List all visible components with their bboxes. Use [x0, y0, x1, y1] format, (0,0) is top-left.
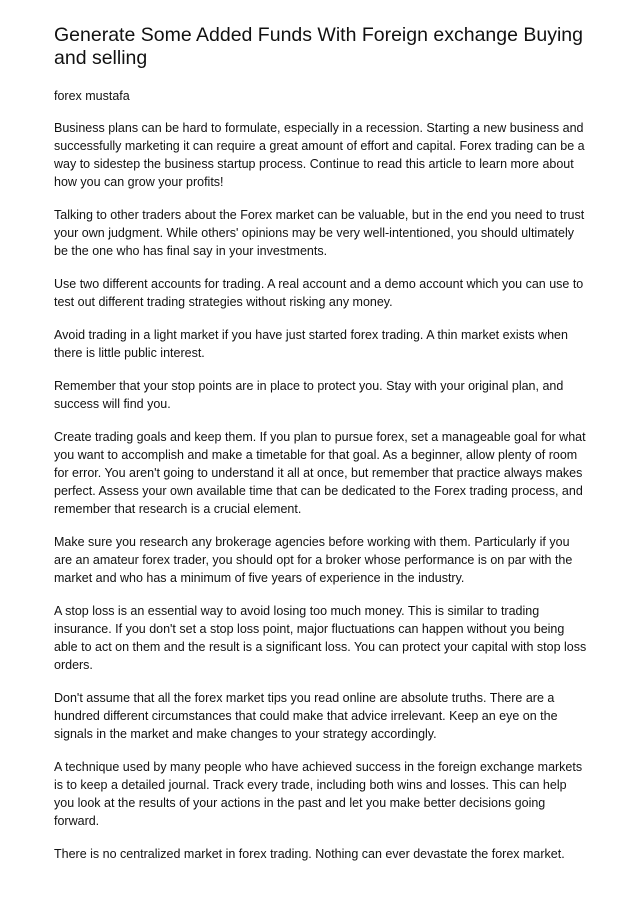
paragraph-8: A stop loss is an essential way to avoid losing too much money. This is similar to trading insurance. If you don't set a stop loss point, major fluctuations can happen without you being able to act on them and the result is a significant loss. You can protect your capital with stop loss orders. — [54, 604, 587, 672]
paragraph-6: Create trading goals and keep them. If you plan to pursue forex, set a manageable goal for what you want to accomplish and make a timetable for that goal. As a beginner, allow plenty of room for error. You aren't going to understand it all at once, but remember that practice always makes perfect. Assess your own available time that can be dedicated to the Forex trading process, and remember that research is a crucial element. — [54, 430, 586, 516]
paragraph-5: Remember that your stop points are in place to protect you. Stay with your original plan, and success will find you. — [54, 379, 564, 411]
paragraph-7: Make sure you research any brokerage agencies before working with them. Particularly if you are an amateur forex trader, you should opt for a broker whose performance is on par with the market and who has a minimum of five years of experience in the industry. — [54, 535, 573, 585]
document-title: Generate Some Added Funds With Foreign exchange Buying and selling — [54, 24, 583, 69]
document-page — [54, 24, 590, 878]
paragraph-9: Don't assume that all the forex market tips you read online are absolute truths. There are a hundred different circumstances that could make that advice irrelevant. Keep an eye on the signals in the market and make changes to your strategy accordingly. — [54, 691, 558, 741]
paragraph-10: A technique used by many people who have achieved success in the foreign exchange markets is to keep a detailed journal. Track every trade, including both wins and losses. This can help you look at the results of your actions in the past and let you make better decisions going forward. — [54, 760, 583, 828]
paragraph-3: Use two different accounts for trading. A real account and a demo account which you can use to test out different trading strategies without risking any money. — [54, 277, 584, 309]
paragraph-4: Avoid trading in a light market if you have just started forex trading. A thin market exists when there is little public interest. — [54, 328, 568, 360]
paragraph-2: Talking to other traders about the Forex market can be valuable, but in the end you need to trust your own judgment. While others' opinions may be very well-intentioned, you should ultimately be the one who has final say in your investments. — [54, 208, 585, 258]
paragraph-11: There is no centralized market in forex trading. Nothing can ever devastate the forex market. — [54, 847, 565, 861]
document-author: forex mustafa — [54, 89, 130, 103]
paragraph-1: Business plans can be hard to formulate, especially in a recession. Starting a new business and successfully marketing it can require a great amount of effort and capital. Forex trading can be a way to sidestep the business startup process. Continue to read this article to learn more about how you can grow your profits! — [54, 121, 585, 189]
